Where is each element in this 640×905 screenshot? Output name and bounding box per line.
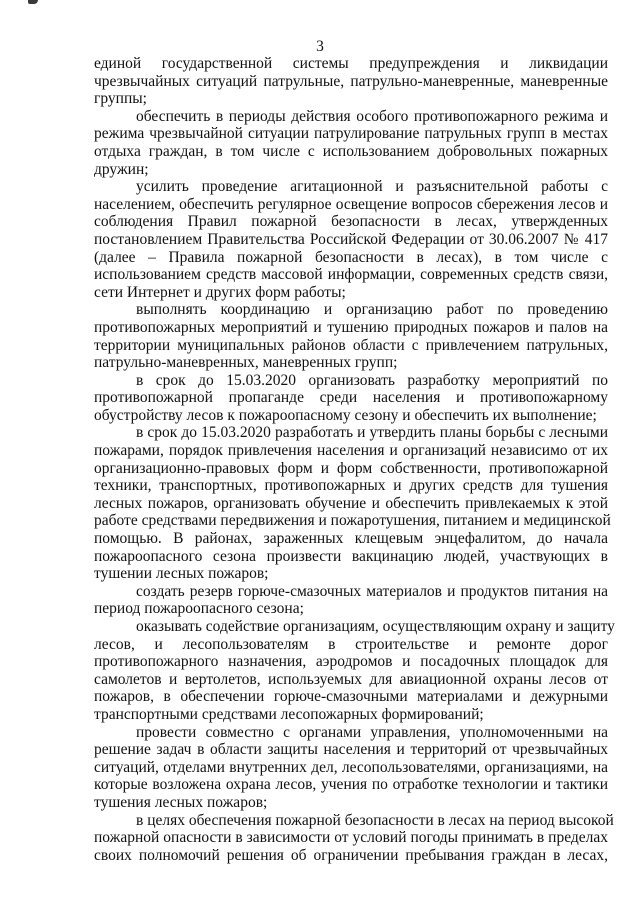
text-line: которые возложена охрана лесов, учения по отработке технологии и тактики [94,776,608,794]
paragraph [94,372,608,425]
text-line: транспортными средствами лесопожарных формирований; [94,705,484,723]
text-line: решение задач в области защиты населения и территорий от чрезвычайных [94,741,608,759]
paragraph [94,811,614,865]
paragraph [94,618,615,724]
paragraph [94,108,608,178]
text-line: лесов, и лесопользователям в строительстве и ремонте дорог [94,635,608,653]
paragraph [94,178,608,301]
text-line: чрезвычайных ситуаций патрульные, патрульно-маневренные, маневренные [94,72,608,90]
text-line: группы; [94,90,147,108]
text-line: противопожарного назначения, аэродромов и посадочных площадок для [94,653,608,671]
text-line: помощью. В районах, зараженных клещевым энцефалитом, до начала [94,530,608,548]
text-line: сети Интернет и других форм работы; [94,283,346,301]
text-line: организационно-правовых форм и форм собственности, противопожарной [94,459,608,477]
text-line: постановлением Правительства Российской Федерации от 30.06.2007 № 417 [94,230,608,248]
text-line: единой государственной системы предупреждения и ликвидации [94,55,608,72]
paragraph [94,583,608,618]
text-line: дружин; [94,160,149,178]
text-line: период пожароопасного сезона; [94,600,304,618]
text-line: пожарной опасности в зависимости от условий погоды принимать в пределах [94,829,608,847]
text-line: создать резерв горюче-смазочных материалов и продуктов питания на [136,582,608,600]
text-line: ситуаций, отделами внутренних дел, лесопользователями, организациями, на [94,758,608,776]
text-line: лесных пожаров, организовать обучение и обеспечить привлекаемых к этой [94,494,608,512]
text-line: соблюдения Правил пожарной безопасности в лесах, утвержденных [94,213,608,231]
text-line: населением, обеспечить регулярное освещение вопросов сбережения лесов и [94,195,608,213]
page-number: 3 [316,38,324,55]
text-line: своих полномочий решения об ограничении пребывания граждан в лесах, [94,846,608,864]
text-line: провести совместно с органами управления, уполномоченными на [136,723,608,741]
paragraph [94,301,608,371]
text-line: пожаров, в обеспечении горюче-смазочными материалами и дежурными [94,688,608,706]
text-line: самолетов и вертолетов, используемых для авиационной охраны лесов от [94,670,608,688]
text-line: территории муниципальных районов области с привлечением патрульных, [94,336,608,354]
paragraph [94,55,608,108]
text-line: патрульно-маневренных, маневренных групп; [94,354,398,372]
text-line: работе средствами передвижения и пожаротушения, питанием и медицинской [94,512,611,530]
text-line: использованием средств массовой информации, современных средств связи, [94,266,608,284]
scan-artifact [28,0,38,4]
text-line: противопожарной пропаганде среди населения и противопожарному [94,389,608,407]
paragraph [94,724,608,812]
text-line: в целях обеспечения пожарной безопасности в лесах на период высокой [136,811,614,829]
text-line: обеспечить в периоды действия особого противопожарного режима и [136,107,608,125]
text-line: противопожарных мероприятий и тушению природных пожаров и палов на [94,318,608,336]
text-line: пожарами, порядок привлечения населения и организаций независимо от их [94,442,608,460]
text-line: усилить проведение агитационной и разъяснительной работы с [136,178,608,196]
text-line: пожароопасного сезона произвести вакцинацию людей, участвующих в [94,547,608,565]
text-line: оказывать содействие организациям, осуществляющим охрану и защиту [136,618,615,635]
text-line: техники, транспортных, противопожарных и других средств для тушения [94,477,608,495]
paragraph [94,424,611,583]
text-line: обустройству лесов к пожароопасному сезону и обеспечить их выполнение; [94,406,597,424]
text-line: в срок до 15.03.2020 разработать и утвердить планы борьбы с лесными [136,424,608,442]
text-line: в срок до 15.03.2020 организовать разработку мероприятий по [136,371,608,389]
text-line: (далее – Правила пожарной безопасности в лесах), в том числе с [94,248,608,266]
text-line: режима чрезвычайной ситуации патрулирование патрульных групп в местах [94,125,608,143]
document-body [94,55,615,864]
text-line: выполнять координацию и организацию работ по проведению [136,301,608,319]
text-line: тушении лесных пожаров; [94,565,269,583]
text-line: отдыха граждан, в том числе с использованием добровольных пожарных [94,142,608,160]
text-line: тушения лесных пожаров; [94,793,268,811]
